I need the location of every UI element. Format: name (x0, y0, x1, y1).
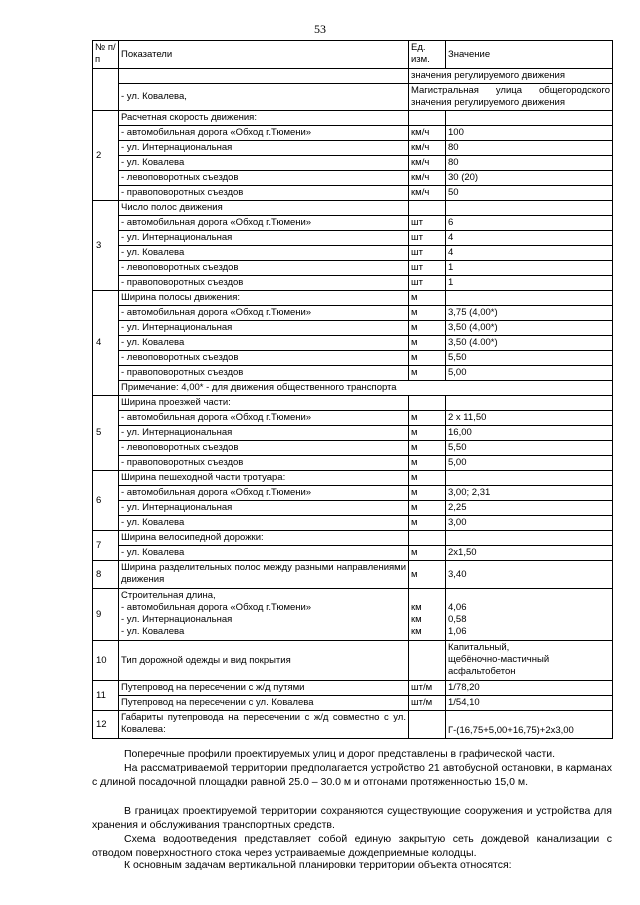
unit-cell (409, 641, 446, 681)
table-row (93, 471, 613, 486)
paragraph: На рассматриваемой территории предполагается устройство 21 автобусной остановки, в карманах с длиной посадочной площадки равной 25.0 – 30.0 м и отгонами протяженностью 15,0 м. (92, 762, 612, 788)
table-row (93, 711, 613, 739)
unit-cell: м (409, 561, 446, 589)
unit-cell: шт (409, 276, 446, 291)
table-row (93, 456, 613, 471)
value-cell (446, 111, 613, 126)
value-cell: Г-(16,75+5,00+16,75)+2х3,00 (446, 711, 613, 739)
value-cell: 5,50 (446, 441, 613, 456)
table-row (93, 156, 613, 171)
label-cell: Ширина разделительных полос между разными направлениями движения (119, 561, 409, 589)
table-row (93, 351, 613, 366)
table-row (93, 336, 613, 351)
unit-cell: м (409, 546, 446, 561)
unit-cell: м (409, 426, 446, 441)
value-cell: 100 (446, 126, 613, 141)
value-cell: 4 (446, 231, 613, 246)
row-number: 2 (93, 111, 119, 201)
header-num: № п/п (93, 41, 119, 69)
value-cell: 5,00 (446, 456, 613, 471)
table-row (93, 396, 613, 411)
label-cell: - левоповоротных съездов (119, 261, 409, 276)
label-cell: - автомобильная дорога «Обход г.Тюмени» (119, 126, 409, 141)
row-number: 10 (93, 641, 119, 681)
unit-cell (409, 711, 446, 739)
label-cell: - левоповоротных съездов (119, 351, 409, 366)
row-number: 11 (93, 681, 119, 711)
table-row (93, 276, 613, 291)
label-cell: - правоповоротных съездов (119, 276, 409, 291)
unit-cell: м (409, 306, 446, 321)
value-cell: 3,00 (446, 516, 613, 531)
label-cell: Путепровод на пересечении с ул. Ковалева (119, 696, 409, 711)
value-cell: 5,00 (446, 366, 613, 381)
unit-cell (409, 201, 446, 216)
value-cell: 2 x 11,50 (446, 411, 613, 426)
header-value: Значение (446, 41, 613, 69)
unit-cell: шт/м (409, 696, 446, 711)
label-cell: Ширина проезжей части: (119, 396, 409, 411)
table-row (93, 531, 613, 546)
unit-cell: км/ч (409, 126, 446, 141)
label-cell: Ширина велосипедной дорожки: (119, 531, 409, 546)
value-cell: 30 (20) (446, 171, 613, 186)
label-cell: - автомобильная дорога «Обход г.Тюмени» (119, 216, 409, 231)
label-cell: - автомобильная дорога «Обход г.Тюмени» (119, 306, 409, 321)
unit-cell: км/ч (409, 186, 446, 201)
value-cell (446, 291, 613, 306)
row-number: 12 (93, 711, 119, 739)
label-cell: - ул. Ковалева, (119, 84, 409, 111)
row-number: 3 (93, 201, 119, 291)
value-cell: 16,00 (446, 426, 613, 441)
value-cell: 6 (446, 216, 613, 231)
row-number: 7 (93, 531, 119, 561)
table-row (93, 69, 613, 84)
header-unit: Ед. изм. (409, 41, 446, 69)
unit-cell: км/ч (409, 156, 446, 171)
label-cell: - правоповоротных съездов (119, 456, 409, 471)
unit-cell: м (409, 351, 446, 366)
label-cell: Расчетная скорость движения: (119, 111, 409, 126)
label-cell: - ул. Ковалева (119, 516, 409, 531)
value-cell: 1/54,10 (446, 696, 613, 711)
specification-table (92, 40, 613, 739)
table-row (93, 641, 613, 681)
label-cell: - ул. Ковалева (119, 336, 409, 351)
unit-cell: м (409, 291, 446, 306)
label-cell: Путепровод на пересечении с ж/д путями (119, 681, 409, 696)
label-cell: - ул. Интернациональная (119, 231, 409, 246)
row-number: 8 (93, 561, 119, 589)
value-cell: 1 (446, 276, 613, 291)
note-row (93, 381, 613, 396)
unit-cell: м (409, 501, 446, 516)
row-number: 4 (93, 291, 119, 396)
value-cell: Капитальный, щебёночно-мастичный асфальтобетон (446, 641, 613, 681)
unit-cell: км км км (409, 589, 446, 641)
unit-cell: шт (409, 261, 446, 276)
table-row (93, 231, 613, 246)
header-indicator: Показатели (119, 41, 409, 69)
unit-cell: шт/м (409, 681, 446, 696)
label-cell: - левоповоротных съездов (119, 441, 409, 456)
label-cell: - ул. Интернациональная (119, 426, 409, 441)
table-row (93, 126, 613, 141)
label-cell: - ул. Интернациональная (119, 141, 409, 156)
table-row (93, 291, 613, 306)
table-row (93, 261, 613, 276)
table-row (93, 411, 613, 426)
table-row (93, 681, 613, 696)
table-row (93, 366, 613, 381)
table-row (93, 171, 613, 186)
unit-cell: м (409, 516, 446, 531)
table-row (93, 516, 613, 531)
value-cell: 50 (446, 186, 613, 201)
label-cell: - ул. Интернациональная (119, 501, 409, 516)
label-cell: - ул. Ковалева (119, 156, 409, 171)
paragraph: Поперечные профили проектируемых улиц и дорог представлены в графической части. (124, 748, 556, 760)
value-cell: 1/78,20 (446, 681, 613, 696)
paragraph: К основным задачам вертикальной планировки территории объекта относятся: (124, 859, 512, 871)
value-cell: 80 (446, 141, 613, 156)
unit-cell (409, 531, 446, 546)
value-cell: 3,00; 2,31 (446, 486, 613, 501)
table-header-row (93, 41, 613, 69)
label-cell: - ул. Ковалева (119, 246, 409, 261)
value-cell (446, 471, 613, 486)
value-cell: 4,06 0,58 1,06 (446, 589, 613, 641)
value-cell: 2x1,50 (446, 546, 613, 561)
table-row (93, 186, 613, 201)
paragraph: Схема водоотведения представляет собой единую закрытую сеть дождевой канализации с отводом поверхностного стока через устраиваемые дождеприемные колодцы. (92, 833, 612, 859)
table-row (93, 111, 613, 126)
unit-cell: м (409, 321, 446, 336)
unit-cell (409, 396, 446, 411)
table-row (93, 141, 613, 156)
label-cell (119, 69, 409, 84)
note-cell: Примечание: 4,00* - для движения общественного транспорта (119, 381, 613, 396)
paragraph: В границах проектируемой территории сохраняются существующие сооружения и устройства для хранения и обслуживания транспортных средств. (92, 805, 612, 831)
table-row (93, 486, 613, 501)
table-row (93, 201, 613, 216)
value-cell (446, 531, 613, 546)
value-cell (446, 396, 613, 411)
table-row (93, 84, 613, 111)
label-cell: Число полос движения (119, 201, 409, 216)
label-cell: Габариты путепровода на пересечении с ж/д совместно с ул. Ковалева: (119, 711, 409, 739)
label-cell: Ширина пешеходной части тротуара: (119, 471, 409, 486)
label-cell: Строительная длина, - автомобильная дорога «Обход г.Тюмени» - ул. Интернациональная - ул. Ковалева (119, 589, 409, 641)
label-cell: - правоповоротных съездов (119, 366, 409, 381)
value-cell: 1 (446, 261, 613, 276)
unit-cell: м (409, 486, 446, 501)
unit-cell: шт (409, 216, 446, 231)
label-cell: - автомобильная дорога «Обход г.Тюмени» (119, 486, 409, 501)
value-cell: 3,50 (4,00*) (446, 321, 613, 336)
unit-cell: м (409, 336, 446, 351)
label-cell: - правоповоротных съездов (119, 186, 409, 201)
table-row (93, 426, 613, 441)
table-row (93, 216, 613, 231)
table-row (93, 589, 613, 641)
num-cell (93, 69, 119, 111)
unit-cell: шт (409, 246, 446, 261)
table-row (93, 501, 613, 516)
label-cell: - ул. Интернациональная (119, 321, 409, 336)
unit-cell: м (409, 366, 446, 381)
value-cell: Магистральная улица общегородского значения регулируемого движения (409, 84, 613, 111)
table-row (93, 246, 613, 261)
label-cell: Ширина полосы движения: (119, 291, 409, 306)
value-cell: 80 (446, 156, 613, 171)
row-number: 9 (93, 589, 119, 641)
value-cell (446, 201, 613, 216)
value-cell: 3,50 (4.00*) (446, 336, 613, 351)
row-number: 6 (93, 471, 119, 531)
unit-cell: м (409, 441, 446, 456)
unit-cell: км/ч (409, 141, 446, 156)
unit-cell: км/ч (409, 171, 446, 186)
unit-cell (409, 111, 446, 126)
value-cell: 2,25 (446, 501, 613, 516)
unit-cell: м (409, 471, 446, 486)
unit-cell: шт (409, 231, 446, 246)
unit-cell: м (409, 456, 446, 471)
unit-cell: м (409, 411, 446, 426)
row-number: 5 (93, 396, 119, 471)
table-row (93, 546, 613, 561)
label-cell: - ул. Ковалева (119, 546, 409, 561)
label-cell: Тип дорожной одежды и вид покрытия (119, 641, 409, 681)
label-cell: - автомобильная дорога «Обход г.Тюмени» (119, 411, 409, 426)
value-cell: 5,50 (446, 351, 613, 366)
table-row (93, 306, 613, 321)
table-row (93, 561, 613, 589)
page-number: 53 (314, 22, 326, 36)
table-row (93, 321, 613, 336)
label-cell: - левоповоротных съездов (119, 171, 409, 186)
value-cell: 3,40 (446, 561, 613, 589)
table-row (93, 441, 613, 456)
value-cell: значения регулируемого движения (409, 69, 613, 84)
table-row (93, 696, 613, 711)
value-cell: 4 (446, 246, 613, 261)
value-cell: 3,75 (4,00*) (446, 306, 613, 321)
